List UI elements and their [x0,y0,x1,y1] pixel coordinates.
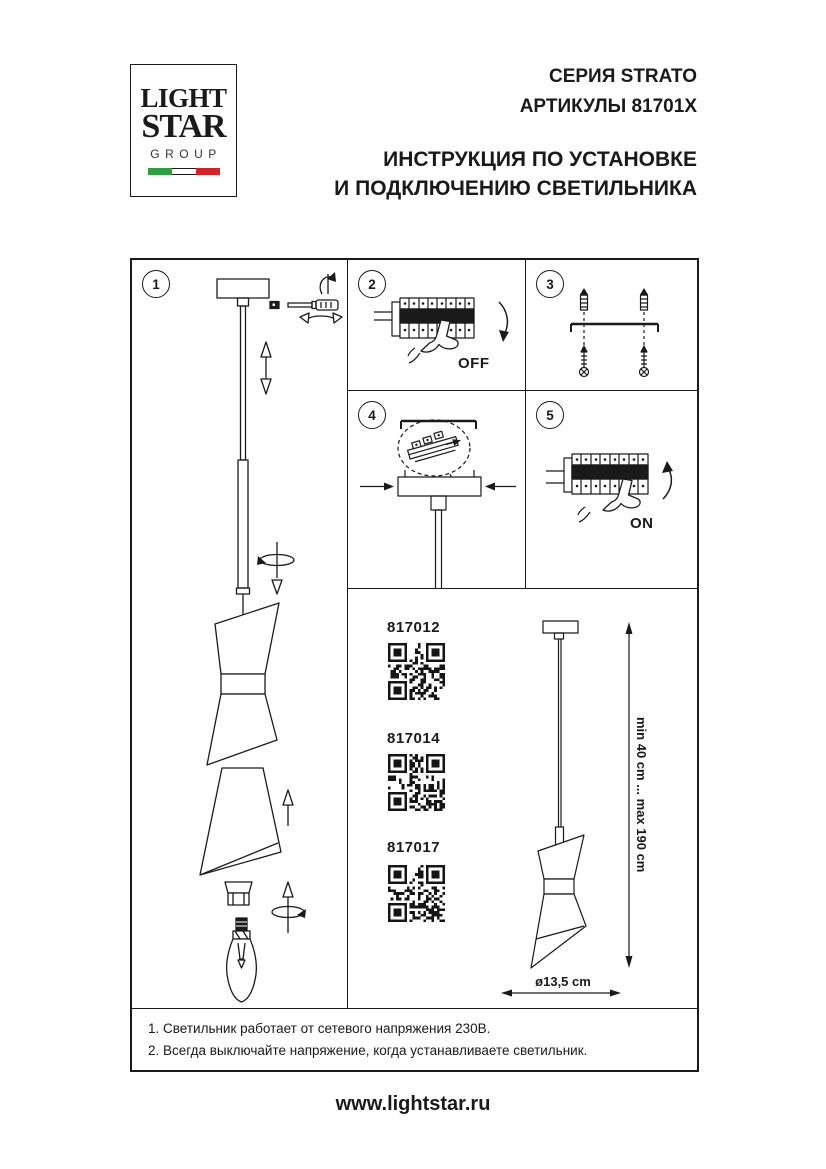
step-number-badge: 2 [358,270,386,298]
step-5-panel [526,391,697,589]
height-range-dimension: min 40 cm ... max 190 cm [634,717,649,873]
step-1-panel [132,260,348,1008]
qr-code [388,643,445,700]
header-titles [334,62,697,203]
note-line: 1. Светильник работает от сетевого напряжения 230В. [148,1021,491,1036]
lightstar-logo [130,64,237,197]
step-number-badge: 4 [358,401,386,429]
qr-code [388,754,445,811]
article-number: 817014 [387,730,441,747]
instruction-title-line2: И ПОДКЛЮЧЕНИЮ СВЕТИЛЬНИКА [334,177,697,200]
series-title: СЕРИЯ STRATO [548,66,697,87]
step-number-badge: 1 [142,270,170,298]
instruction-title-line1: ИНСТРУКЦИЯ ПО УСТАНОВКЕ [383,148,697,171]
italian-flag-stripe [148,168,220,175]
diameter-dimension: ø13,5 cm [535,974,591,989]
step-number-badge: 3 [536,270,564,298]
article-number: 817017 [387,839,441,856]
flag-white-segment [172,168,196,175]
products-panel [348,589,697,1008]
notes-section [132,1008,697,1070]
step-4-panel [348,391,526,589]
diagram-grid [130,258,699,1072]
note-line: 2. Всегда выключайте напряжение, когда устанавливаете светильник. [148,1043,588,1058]
step-2-panel [348,260,526,391]
qr-code [388,865,445,922]
flag-red-segment [196,168,220,175]
pendant-assembly-drawing [132,260,348,1008]
off-label: OFF [458,355,490,372]
website-url: www.lightstar.ru [335,1093,491,1115]
on-label: ON [630,515,654,532]
flag-green-segment [148,168,172,175]
step-3-panel [526,260,697,391]
logo-word-star: STAR [141,108,226,146]
articles-title: АРТИКУЛЫ 81701X [519,96,697,117]
logo-word-group: GROUP [150,147,222,162]
article-number: 817012 [387,619,441,636]
logo-word-light: LIGHT [140,82,227,113]
step-number-badge: 5 [536,401,564,429]
